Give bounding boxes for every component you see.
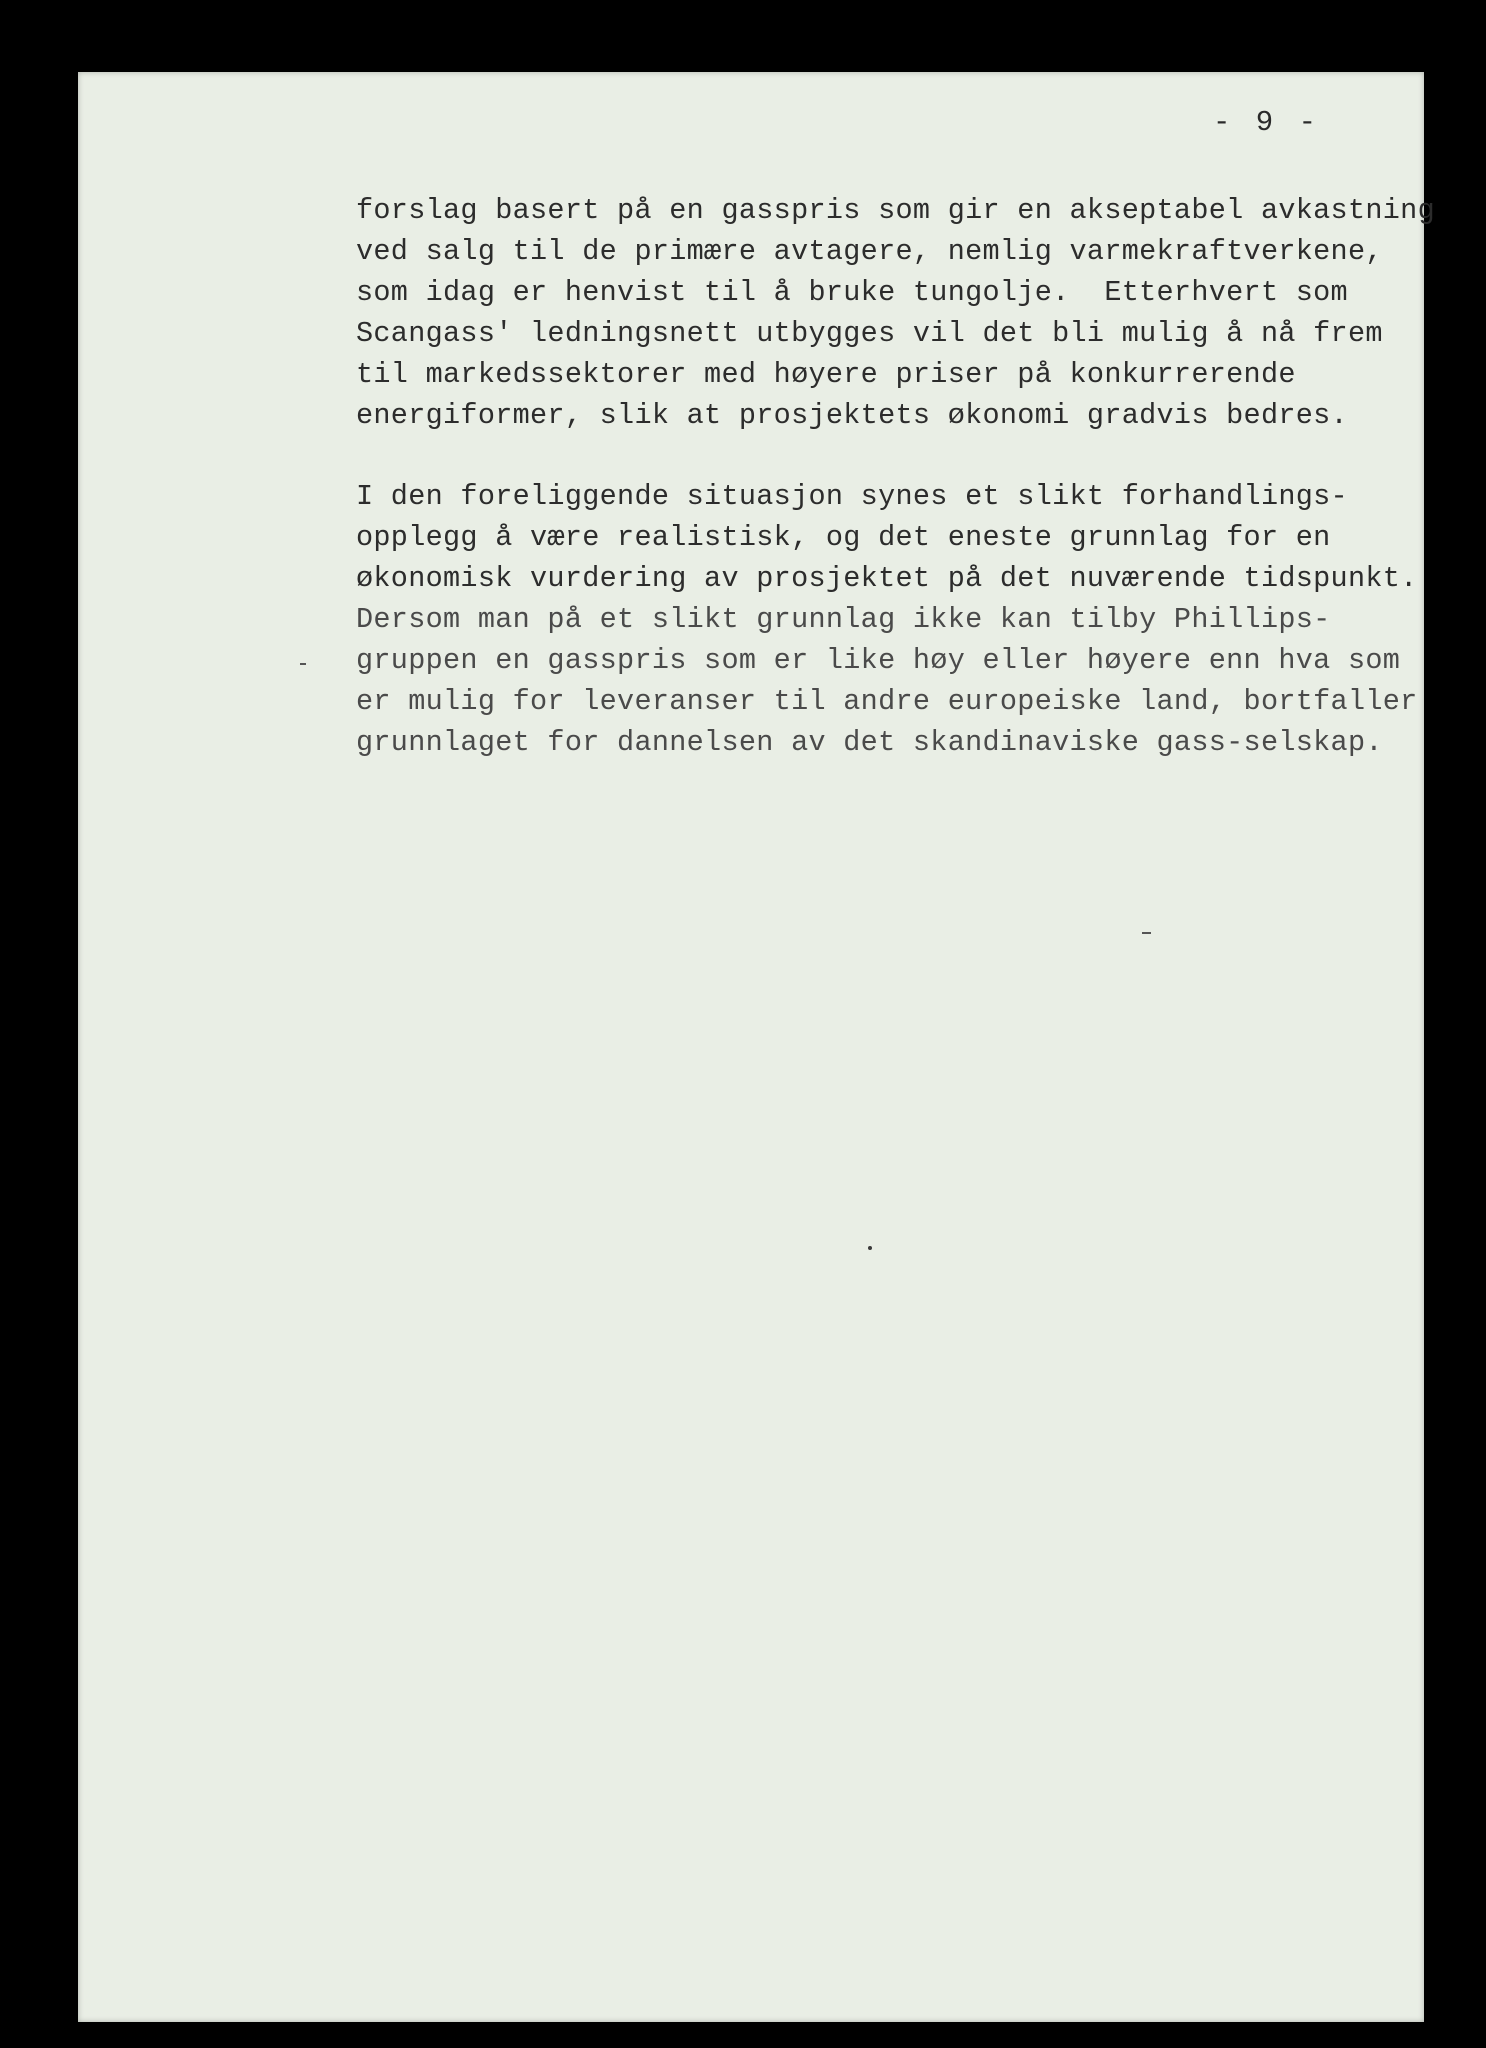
- text-line: er mulig for leveranser til andre europeiske land, bortfaller: [356, 685, 1418, 718]
- text-line: økonomisk vurdering av prosjektet på det nuværende tidspunkt.: [356, 562, 1418, 595]
- text-line: Dersom man på et slikt grunnlag ikke kan tilby Phillips-: [356, 603, 1331, 636]
- text-line: energiformer, slik at prosjektets økonomi gradvis bedres.: [356, 399, 1348, 432]
- text-line: ved salg til de primære avtagere, nemlig varmekraftverkene,: [356, 235, 1383, 268]
- text-line: grunnlaget for dannelsen av det skandinaviske gass-selskap.: [356, 726, 1383, 759]
- page-number: - 9 -: [1212, 106, 1320, 139]
- text-line: til markedssektorer med høyere priser på konkurrerende: [356, 358, 1296, 391]
- paper-speck: [868, 1246, 872, 1250]
- text-line: som idag er henvist til å bruke tungolje. Etterhvert som: [356, 276, 1348, 309]
- text-line: opplegg å være realistisk, og det eneste grunnlag for en: [356, 521, 1331, 554]
- paragraph-2: [356, 476, 1422, 763]
- paper-mark: [300, 663, 306, 665]
- text-line: forslag basert på en gasspris som gir en akseptabel avkastning: [356, 194, 1435, 227]
- paper-mark: [1142, 932, 1151, 934]
- text-line: I den foreliggende situasjon synes et slikt forhandlings-: [356, 480, 1348, 513]
- paragraph-1: [356, 190, 1435, 436]
- paper-sheet: [78, 72, 1435, 2022]
- text-line: gruppen en gasspris som er like høy eller høyere enn hva som: [356, 644, 1401, 677]
- text-line: Scangass' ledningsnett utbygges vil det bli mulig å nå frem: [356, 317, 1383, 350]
